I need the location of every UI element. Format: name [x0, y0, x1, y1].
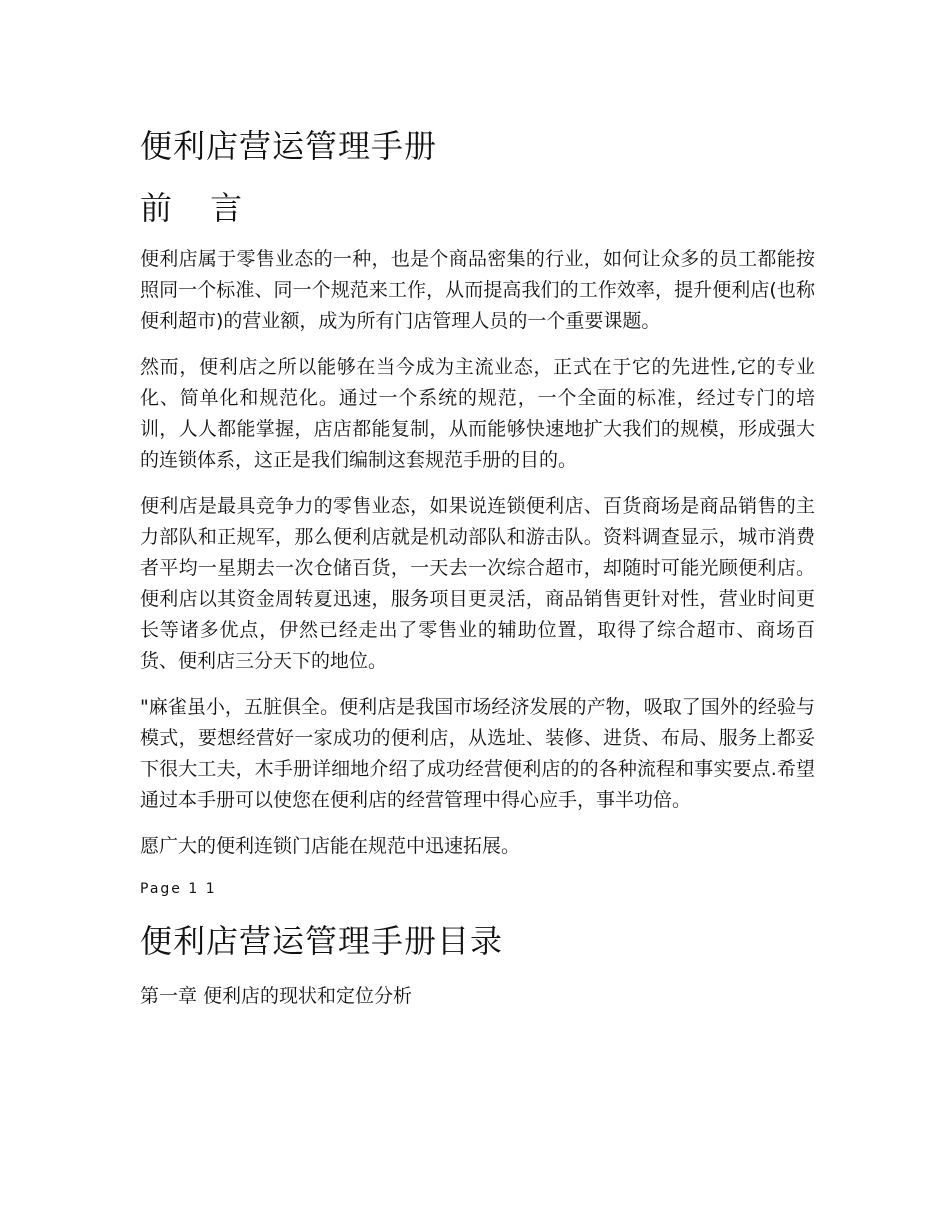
toc-item: 第一章 便利店的现状和定位分析: [140, 985, 413, 1007]
paragraph: 然而，便利店之所以能够在当今成为主流业态，正式在于它的先进性,它的专业化、简单化和规范化。通过一个系统的规范，一个全面的标准，经过专门的培训，人人都能掌握，店店都能复制，从而能够快速地扩大我们的规模，形成强大的连锁体系，这正是我们编制这套规范手册的目的。: [140, 356, 815, 471]
toc-title: 便利店营运管理手册目录: [140, 922, 504, 960]
paragraph: 便利店属于零售业态的一种，也是个商品密集的行业，如何让众多的员工都能按照同一个标准、同一个规范来工作，从而提高我们的工作效率，提升便利店(也称便利超市)的营业额，成为所有门店管理人员的一个重要课题。: [140, 248, 815, 332]
document-content: [140, 120, 815, 1012]
paragraph: 愿广大的便利连锁门店能在规范中迅速拓展。: [140, 835, 521, 857]
paragraph: 便利店是最具竞争力的零售业态，如果说连锁便利店、百货商场是商品销售的主力部队和正规军，那么便利店就是机动部队和游击队。资料调查显示，城市消费者平均一星期去一次仓储百货，一天去一次综合超市，却随时可能光顾便利店。便利店以其资金周转夏迅速，服务项目更灵活，商品销售更针对性，营业时间更长等诸多优点，伊然已经走出了零售业的辅助位置，取得了综合超市、商场百货、便利店三分天下的地位。: [140, 495, 815, 672]
page-number: Page 1 1: [140, 881, 217, 897]
paragraph: "麻雀虽小，五脏俱全。便利店是我国市场经济发展的产物，吸取了国外的经验与模式，要想经营好一家成功的便利店，从选址、装修、进货、布局、服务上都妥下很大工夫，木手册详细地介绍了成功经营便利店的的各种流程和事实要点.希望通过本手册可以使您在便利店的经营管理中得心应手，事半功倍。: [140, 696, 815, 811]
preface-heading: 前 言: [140, 189, 257, 227]
document-title: 便利店营运管理手册: [140, 127, 438, 165]
